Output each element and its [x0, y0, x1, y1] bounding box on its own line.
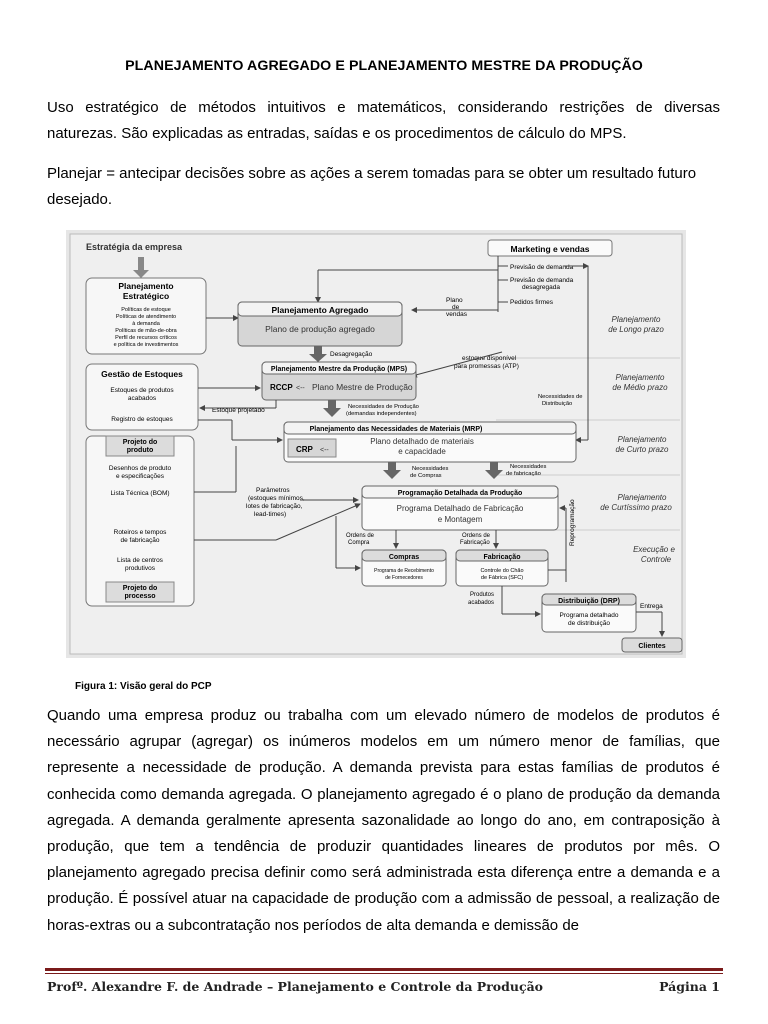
svg-text:Planejamento: Planejamento — [615, 373, 665, 382]
svg-text:Controle do Chão: Controle do Chão — [480, 568, 524, 574]
svg-text:Registro de estoques: Registro de estoques — [111, 416, 173, 423]
svg-text:Desenhos de produto: Desenhos de produto — [108, 465, 172, 472]
svg-text:Necessidades de: Necessidades de — [538, 394, 583, 400]
strategy-label: Estratégia da empresa — [86, 242, 183, 252]
svg-text:Plano de produção agregado: Plano de produção agregado — [265, 324, 375, 334]
svg-text:Projeto do: Projeto do — [122, 439, 158, 446]
footer-rule — [45, 968, 723, 971]
svg-text:Gestão de Estoques: Gestão de Estoques — [101, 369, 183, 379]
svg-text:para promessas (ATP): para promessas (ATP) — [454, 363, 519, 370]
svg-text:de Fábrica (SFC): de Fábrica (SFC) — [480, 575, 524, 581]
svg-text:Programa Detalhado de Fabricaç: Programa Detalhado de Fabricação — [396, 504, 524, 513]
svg-text:lotes de fabricação,: lotes de fabricação, — [246, 503, 303, 510]
svg-text:de Compras: de Compras — [410, 473, 442, 479]
svg-text:acabados: acabados — [468, 600, 495, 606]
svg-text:Produtos: Produtos — [470, 592, 495, 598]
page-title: PLANEJAMENTO AGREGADO E PLANEJAMENTO MESTRE DA PRODUÇÃO — [125, 58, 643, 74]
svg-text:Plano Mestre de Produção: Plano Mestre de Produção — [312, 382, 413, 392]
svg-text:processo: processo — [124, 593, 156, 600]
svg-text:Roteiros e tempos: Roteiros e tempos — [113, 529, 167, 536]
svg-text:Compras: Compras — [388, 554, 420, 561]
svg-text:<--: <-- — [296, 385, 305, 392]
svg-text:Clientes: Clientes — [638, 643, 666, 650]
svg-text:e Montagem: e Montagem — [437, 515, 483, 524]
svg-text:de Curtíssimo prazo: de Curtíssimo prazo — [600, 503, 672, 512]
svg-text:Planejamento Mestre da Produçã: Planejamento Mestre da Produção (MPS) — [270, 366, 408, 373]
svg-text:produto: produto — [126, 447, 154, 454]
svg-text:e política de investimentos: e política de investimentos — [113, 342, 179, 348]
svg-text:Parâmetros: Parâmetros — [256, 487, 290, 494]
svg-text:Pedidos firmes: Pedidos firmes — [510, 299, 553, 306]
paragraph-intro: Uso estratégico de métodos intuitivos e matemáticos, considerando restrições de diversas naturezas. São explicadas as entradas, saídas e os procedimentos de cálculo do MPS. — [47, 99, 720, 143]
svg-text:Desagregação: Desagregação — [330, 351, 373, 358]
svg-text:<--: <-- — [320, 447, 329, 454]
svg-text:Execução e: Execução e — [633, 545, 675, 554]
svg-text:(demandas independentes): (demandas independentes) — [346, 411, 417, 417]
paragraph-body: Quando uma empresa produz ou trabalha com um elevado número de modelos de produtos é necessário agrupar (agregar) os inúmeros modelos em um número menor de famílias, que represente a necessidade de produção. A demanda prevista para estas famílias de produtos é conhecida como demanda agregada. O planejamento agregado é o plano de produção da demanda agregada. A demanda geralmente apresenta sazonalidade ao longo do ano, em contraposição à produção, que tem a tendência de produzir quantidades lineares de produtos por mês. O planejamento agregado precisa definir como será administrada esta diferença entre a demanda e a produção. É possível atuar na capacidade de produção com a admissão de pessoal, a realização de horas-extras ou a subcontratação nos períodos de alta demanda e demissão de — [47, 707, 720, 934]
svg-text:RCCP: RCCP — [270, 383, 293, 392]
footer-rule-thin — [45, 973, 723, 974]
svg-text:de fabricação: de fabricação — [506, 471, 541, 477]
svg-text:(estoques mínimos,: (estoques mínimos, — [248, 495, 305, 502]
svg-text:estoque disponível: estoque disponível — [462, 355, 517, 362]
svg-text:Lista de centros: Lista de centros — [117, 557, 163, 564]
svg-text:Planejamento das Necessidades: Planejamento das Necessidades de Materiais (MRP) — [309, 426, 483, 433]
svg-text:Fabricação: Fabricação — [460, 540, 490, 546]
svg-text:Programa detalhado: Programa detalhado — [559, 612, 619, 619]
svg-text:Marketing e vendas: Marketing e vendas — [510, 244, 590, 254]
svg-text:Compra: Compra — [348, 540, 370, 546]
svg-text:Estratégico: Estratégico — [122, 291, 170, 301]
svg-text:Entrega: Entrega — [640, 603, 663, 610]
footer-author: Profº. Alexandre F. de Andrade – Planejamento e Controle da Produção — [47, 979, 544, 994]
svg-text:Fabricação: Fabricação — [483, 554, 521, 561]
svg-text:Políticas de estoque: Políticas de estoque — [121, 307, 171, 313]
svg-text:Planejamento: Planejamento — [611, 315, 661, 324]
svg-text:à demanda: à demanda — [132, 321, 160, 327]
svg-text:Plano detalhado de materiais: Plano detalhado de materiais — [370, 437, 474, 446]
svg-text:Ordens de: Ordens de — [462, 533, 491, 539]
svg-text:vendas: vendas — [446, 311, 467, 318]
svg-text:Reprogramação: Reprogramação — [569, 499, 576, 546]
svg-text:Programa de Recebimento: Programa de Recebimento — [374, 568, 434, 574]
svg-text:lead-times): lead-times) — [254, 511, 287, 518]
svg-text:CRP: CRP — [296, 445, 313, 454]
svg-text:e capacidade: e capacidade — [398, 447, 446, 456]
svg-text:de Médio prazo: de Médio prazo — [612, 383, 668, 392]
svg-text:de distribuição: de distribuição — [568, 620, 610, 627]
svg-text:Estoques de produtos: Estoques de produtos — [110, 387, 174, 394]
svg-text:Estoque projetado: Estoque projetado — [212, 407, 265, 414]
page-number: Página 1 — [659, 979, 720, 994]
svg-text:Ordens de: Ordens de — [346, 533, 375, 539]
figure-caption: Figura 1: Visão geral do PCP — [75, 681, 212, 692]
paragraph-definition: Planejar = antecipar decisões sobre as ações a serem tomadas para se obter um resultado futuro desejado. — [47, 165, 697, 209]
svg-text:de Fornecedores: de Fornecedores — [385, 575, 423, 581]
svg-text:de fabricação: de fabricação — [120, 537, 160, 544]
svg-text:de Curto prazo: de Curto prazo — [615, 445, 669, 454]
svg-text:de: de — [452, 304, 460, 311]
svg-text:Programação Detalhada da Produ: Programação Detalhada da Produção — [397, 490, 523, 497]
svg-text:Planejamento: Planejamento — [617, 435, 667, 444]
svg-text:Planejamento: Planejamento — [118, 281, 174, 291]
svg-text:desagregada: desagregada — [522, 284, 560, 291]
svg-text:Necessidades: Necessidades — [412, 466, 449, 472]
svg-text:Necessidades: Necessidades — [510, 464, 547, 470]
svg-text:Perfil de recursos críticos: Perfil de recursos críticos — [115, 335, 177, 341]
svg-text:Planejamento: Planejamento — [617, 493, 667, 502]
svg-text:Projeto do: Projeto do — [122, 585, 158, 592]
svg-text:Distribuição: Distribuição — [542, 401, 573, 407]
svg-text:Controle: Controle — [640, 555, 672, 564]
svg-text:de Longo prazo: de Longo prazo — [608, 325, 664, 334]
svg-text:Planejamento Agregado: Planejamento Agregado — [271, 305, 369, 315]
svg-text:produtivos: produtivos — [125, 565, 155, 572]
svg-text:Políticas de atendimento: Políticas de atendimento — [115, 314, 177, 320]
svg-text:Políticas de mão-de-obra: Políticas de mão-de-obra — [115, 328, 177, 334]
svg-text:acabados: acabados — [127, 395, 157, 402]
pcp-overview-figure — [66, 230, 686, 658]
svg-text:Previsão de demanda: Previsão de demanda — [510, 264, 574, 271]
svg-text:Previsão de demanda: Previsão de demanda — [510, 277, 574, 284]
svg-text:Plano: Plano — [446, 297, 463, 304]
svg-text:Lista Técnica (BOM): Lista Técnica (BOM) — [110, 490, 170, 497]
svg-text:Necessidades de Produção: Necessidades de Produção — [348, 404, 419, 410]
svg-text:Distribuição (DRP): Distribuição (DRP) — [558, 598, 620, 605]
svg-text:e especificações: e especificações — [115, 473, 165, 480]
